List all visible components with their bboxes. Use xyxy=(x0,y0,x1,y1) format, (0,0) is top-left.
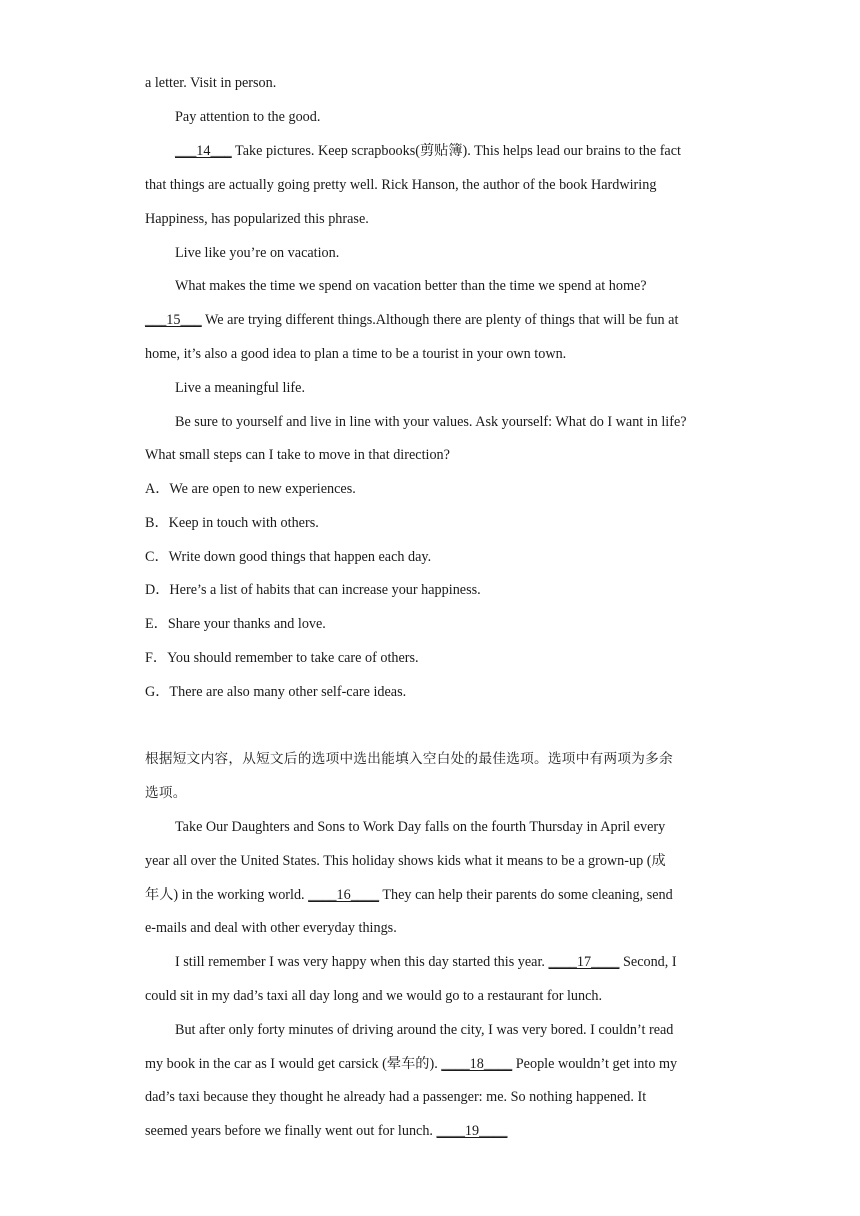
text-line xyxy=(145,886,673,904)
option-f: F．You should remember to take care of others. xyxy=(145,650,419,666)
section-heading: Live a meaningful life. xyxy=(175,380,306,396)
text-fragment: Second, I xyxy=(619,954,677,970)
text-line: Take Our Daughters and Sons to Work Day falls on the fourth Thursday in April every xyxy=(175,819,666,835)
text-line xyxy=(175,142,681,160)
text-fragment: seemed years before we finally went out for lunch. xyxy=(145,1123,437,1139)
text-line: But after only forty minutes of driving around the city, I was very bored. I couldn’t read xyxy=(175,1022,674,1038)
section-heading: Pay attention to the good. xyxy=(175,109,321,125)
text-line: e-mails and deal with other everyday things. xyxy=(145,920,397,936)
option-c: C．Write down good things that happen each day. xyxy=(145,549,432,565)
text-line: dad’s taxi because they thought he already had a passenger: me. So nothing happened. It xyxy=(145,1089,647,1105)
section-heading: Live like you’re on vacation. xyxy=(175,245,340,261)
text-line xyxy=(145,1055,677,1073)
text-fragment: my book in the car as I would get carsick (晕车的). xyxy=(145,1056,442,1072)
text-fragment: 年人) in the working world. xyxy=(145,887,309,903)
text-line: that things are actually going pretty well. Rick Hanson, the author of the book Hardwiring xyxy=(145,177,657,193)
text-line: a letter. Visit in person. xyxy=(145,75,277,91)
blank-14[interactable]: ___14___ xyxy=(175,143,232,159)
text-line: What small steps can I take to move in that direction? xyxy=(145,447,450,463)
option-a: A．We are open to new experiences. xyxy=(145,481,356,497)
text-line xyxy=(145,1122,507,1140)
text-line: home, it’s also a good idea to plan a time to be a tourist in your own town. xyxy=(145,346,567,362)
text-fragment: Take pictures. Keep scrapbooks(剪贴簿). This helps lead our brains to the fact xyxy=(231,143,681,159)
instruction-line: 根据短文内容，从短文后的选项中选出能填入空白处的最佳选项。选项中有两项为多余 xyxy=(145,751,673,767)
text-line: What makes the time we spend on vacation better than the time we spend at home? xyxy=(175,278,647,294)
blank-17[interactable]: ____17____ xyxy=(548,954,620,970)
blank-16[interactable]: ____16____ xyxy=(308,887,380,903)
text-line: year all over the United States. This holiday shows kids what it means to be a grown-up (成 xyxy=(145,853,666,869)
blank-19[interactable]: ____19____ xyxy=(436,1123,508,1139)
text-line: Be sure to yourself and live in line with your values. Ask yourself: What do I want in life? xyxy=(175,414,687,430)
text-fragment: We are trying different things.Although there are plenty of things that will be fun at xyxy=(201,312,679,328)
text-line: could sit in my dad’s taxi all day long and we would go to a restaurant for lunch. xyxy=(145,988,603,1004)
text-fragment: They can help their parents do some cleaning, send xyxy=(379,887,673,903)
option-e: E．Share your thanks and love. xyxy=(145,616,326,632)
text-line: Happiness, has popularized this phrase. xyxy=(145,211,369,227)
instruction-line: 选项。 xyxy=(145,785,187,801)
text-fragment: People wouldn’t get into my xyxy=(512,1056,678,1072)
option-g: G．There are also many other self-care ideas. xyxy=(145,684,407,700)
text-line xyxy=(145,311,678,329)
blank-15[interactable]: ___15___ xyxy=(145,312,202,328)
text-fragment: I still remember I was very happy when this day started this year. xyxy=(175,954,549,970)
option-b: B．Keep in touch with others. xyxy=(145,515,319,531)
blank-18[interactable]: ____18____ xyxy=(441,1056,513,1072)
text-line xyxy=(175,953,677,971)
option-d: D．Here’s a list of habits that can increase your happiness. xyxy=(145,582,481,598)
